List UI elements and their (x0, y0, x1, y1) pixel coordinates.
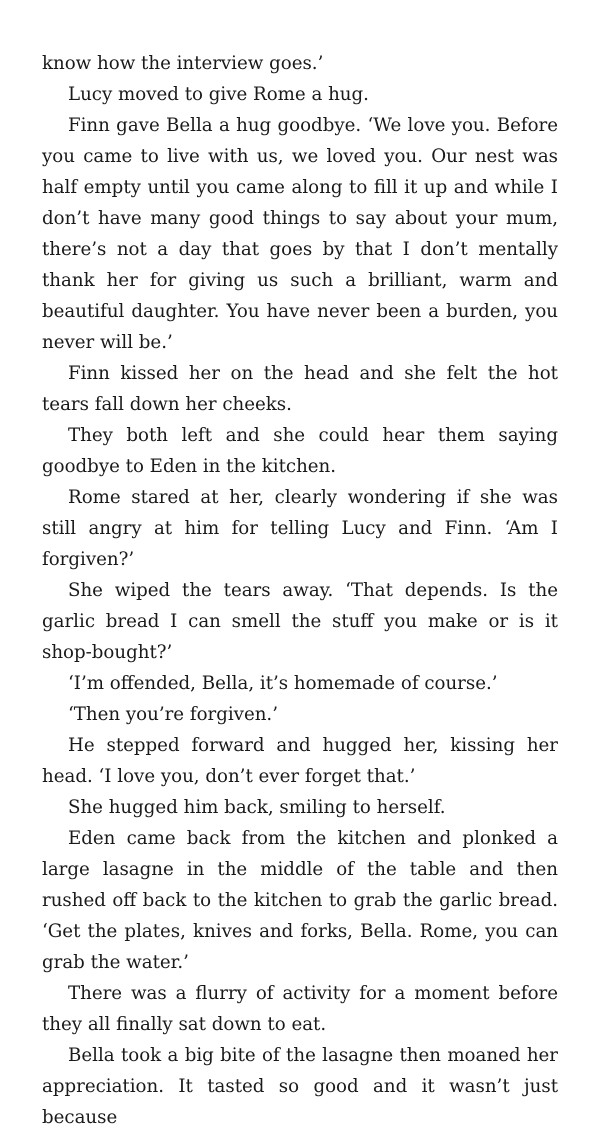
paragraph: ‘I’m offended, Bella, it’s homemade of course.’ (68, 673, 498, 694)
paragraph: She hugged him back, smiling to herself. (68, 797, 446, 818)
paragraph: Bella took a big bite of the lasagne then moaned her appreciation. It tasted so good and it wasn’t just because (42, 1045, 558, 1128)
paragraph: Lucy moved to give Rome a hug. (68, 84, 369, 105)
paragraph: Eden came back from the kitchen and plonked a large lasagne in the middle of the table and then rushed off back to the kitchen to grab the garlic bread. ‘Get the plates, knives and forks, Bella. Rome, you can grab the water.’ (42, 828, 558, 973)
paragraph: ‘Then you’re forgiven.’ (68, 704, 278, 725)
paragraph: He stepped forward and hugged her, kissing her head. ‘I love you, don’t ever forget that.’ (42, 735, 558, 787)
paragraph: know how the interview goes.’ (42, 53, 324, 74)
paragraph: There was a flurry of activity for a moment before they all finally sat down to eat. (42, 983, 558, 1035)
paragraph: They both left and she could hear them saying goodbye to Eden in the kitchen. (42, 425, 558, 477)
paragraph: Finn kissed her on the head and she felt the hot tears fall down her cheeks. (42, 363, 558, 415)
paragraph: She wiped the tears away. ‘That depends. Is the garlic bread I can smell the stuff you make or is it shop-bought?’ (42, 580, 558, 663)
paragraph: Finn gave Bella a hug goodbye. ‘We love you. Before you came to live with us, we loved you. Our nest was half empty until you came along to fill it up and while I don’t have many good things to say about your mum, there’s not a day that goes by that I don’t mentally thank her for giving us such a brilliant, warm and beautiful daughter. You have never been a burden, you never will be.’ (42, 115, 558, 353)
paragraph: Rome stared at her, clearly wondering if she was still angry at him for telling Lucy and Finn. ‘Am I forgiven?’ (42, 487, 558, 570)
page-text (42, 48, 558, 1133)
